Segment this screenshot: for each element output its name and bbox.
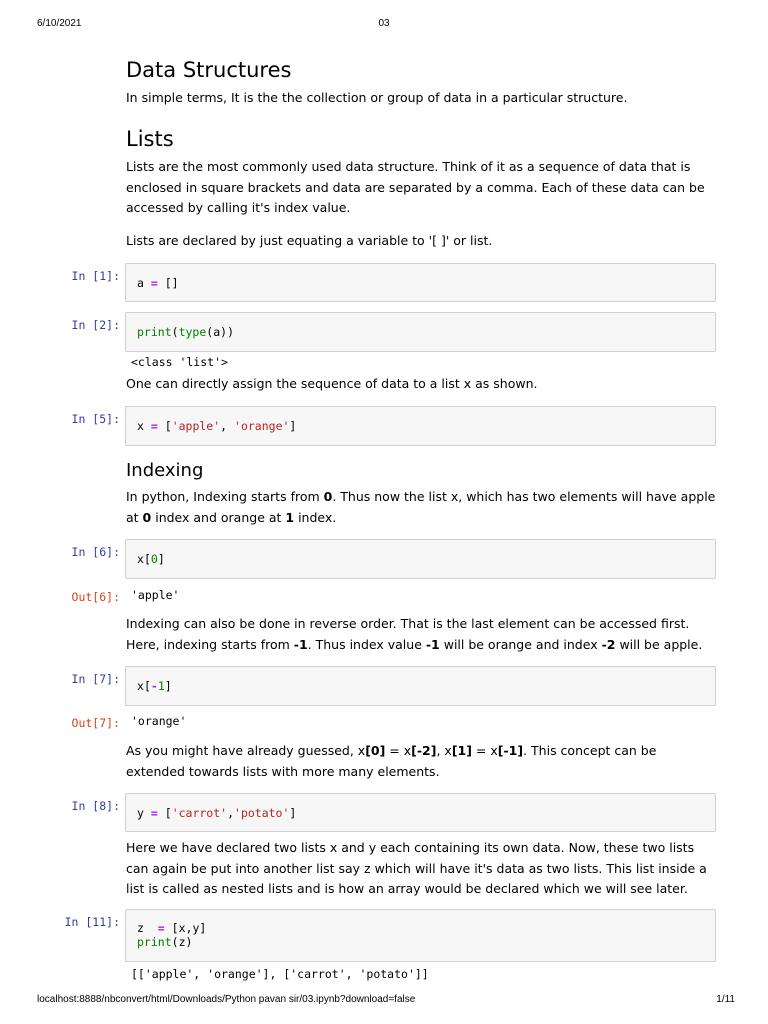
indexing-paragraph: In python, Indexing starts from 0. Thus now the list x, which has two elements will have apple at 0 index and orange at 1 index.: [126, 489, 716, 525]
heading-data-structures: Data Structures: [126, 58, 292, 82]
input-prompt: In [5]:: [71, 412, 120, 426]
code-cell[interactable]: [125, 312, 716, 352]
lists-declaration-note: Lists are declared by just equating a variable to '[ ]' or list.: [126, 233, 493, 248]
reverse-indexing-paragraph: Indexing can also be done in reverse order. That is the last element can be accessed first. Here, indexing starts from -1. Thus index value -1 will be orange and index -2 will be apple.: [126, 616, 703, 652]
code-line: x[-1]: [137, 679, 172, 693]
print-footer: [0, 994, 768, 1008]
code-line: x[0]: [137, 552, 165, 566]
cell-output: 'orange': [131, 714, 187, 728]
cell-output: <class 'list'>: [131, 355, 228, 369]
output-prompt: Out[6]:: [71, 590, 120, 604]
input-prompt: In [1]:: [71, 269, 120, 283]
code-line: a = []: [137, 275, 179, 290]
print-url: localhost:8888/nbconvert/html/Downloads/Python pavan sir/03.ipynb?download=false: [37, 994, 416, 1005]
code-cell[interactable]: [125, 793, 716, 832]
input-prompt: In [6]:: [71, 545, 120, 559]
code-line: print(type(a)): [137, 325, 234, 339]
input-prompt: In [2]:: [71, 318, 120, 332]
code-lines: z = [x,y] print(z): [137, 921, 207, 949]
print-title: 03: [378, 18, 390, 29]
code-line: x = ['apple', 'orange']: [137, 419, 297, 433]
print-date: 6/10/2021: [37, 18, 82, 29]
code-cell[interactable]: [125, 539, 716, 579]
assign-note: One can directly assign the sequence of data to a list x as shown.: [126, 376, 538, 391]
intro-paragraph: In simple terms, It is the the collection or group of data in a particular structure.: [126, 90, 628, 105]
code-cell[interactable]: [125, 666, 716, 706]
code-cell[interactable]: [125, 909, 716, 962]
cell-output: [['apple', 'orange'], ['carrot', 'potato']]: [131, 967, 429, 981]
heading-indexing: Indexing: [126, 460, 204, 481]
code-line: y = ['carrot','potato']: [137, 805, 297, 820]
input-prompt: In [7]:: [71, 672, 120, 686]
page-number: 1/11: [716, 994, 735, 1005]
print-header: [0, 18, 768, 32]
code-cell[interactable]: [125, 406, 716, 446]
nested-lists-paragraph: Here we have declared two lists x and y each containing its own data. Now, these two lists can again be put into another list say z which will have it's data as two lists. This list inside a list is called as nested lists and is how an array would be declared which we will see later.: [126, 840, 707, 896]
input-prompt: In [11]:: [64, 915, 120, 929]
cell-output: 'apple': [131, 588, 180, 602]
guessed-paragraph: As you might have already guessed, x[0] = x[-2], x[1] = x[-1]. This concept can be extended towards lists with more many elements.: [126, 743, 657, 779]
heading-lists: Lists: [126, 127, 174, 151]
input-prompt: In [8]:: [71, 799, 120, 813]
output-prompt: Out[7]:: [71, 716, 120, 730]
code-cell[interactable]: [125, 263, 716, 302]
lists-description: Lists are the most commonly used data structure. Think of it as a sequence of data that is enclosed in square brackets and data are separated by a comma. Each of these data can be accessed by calling it's index value.: [126, 159, 705, 215]
